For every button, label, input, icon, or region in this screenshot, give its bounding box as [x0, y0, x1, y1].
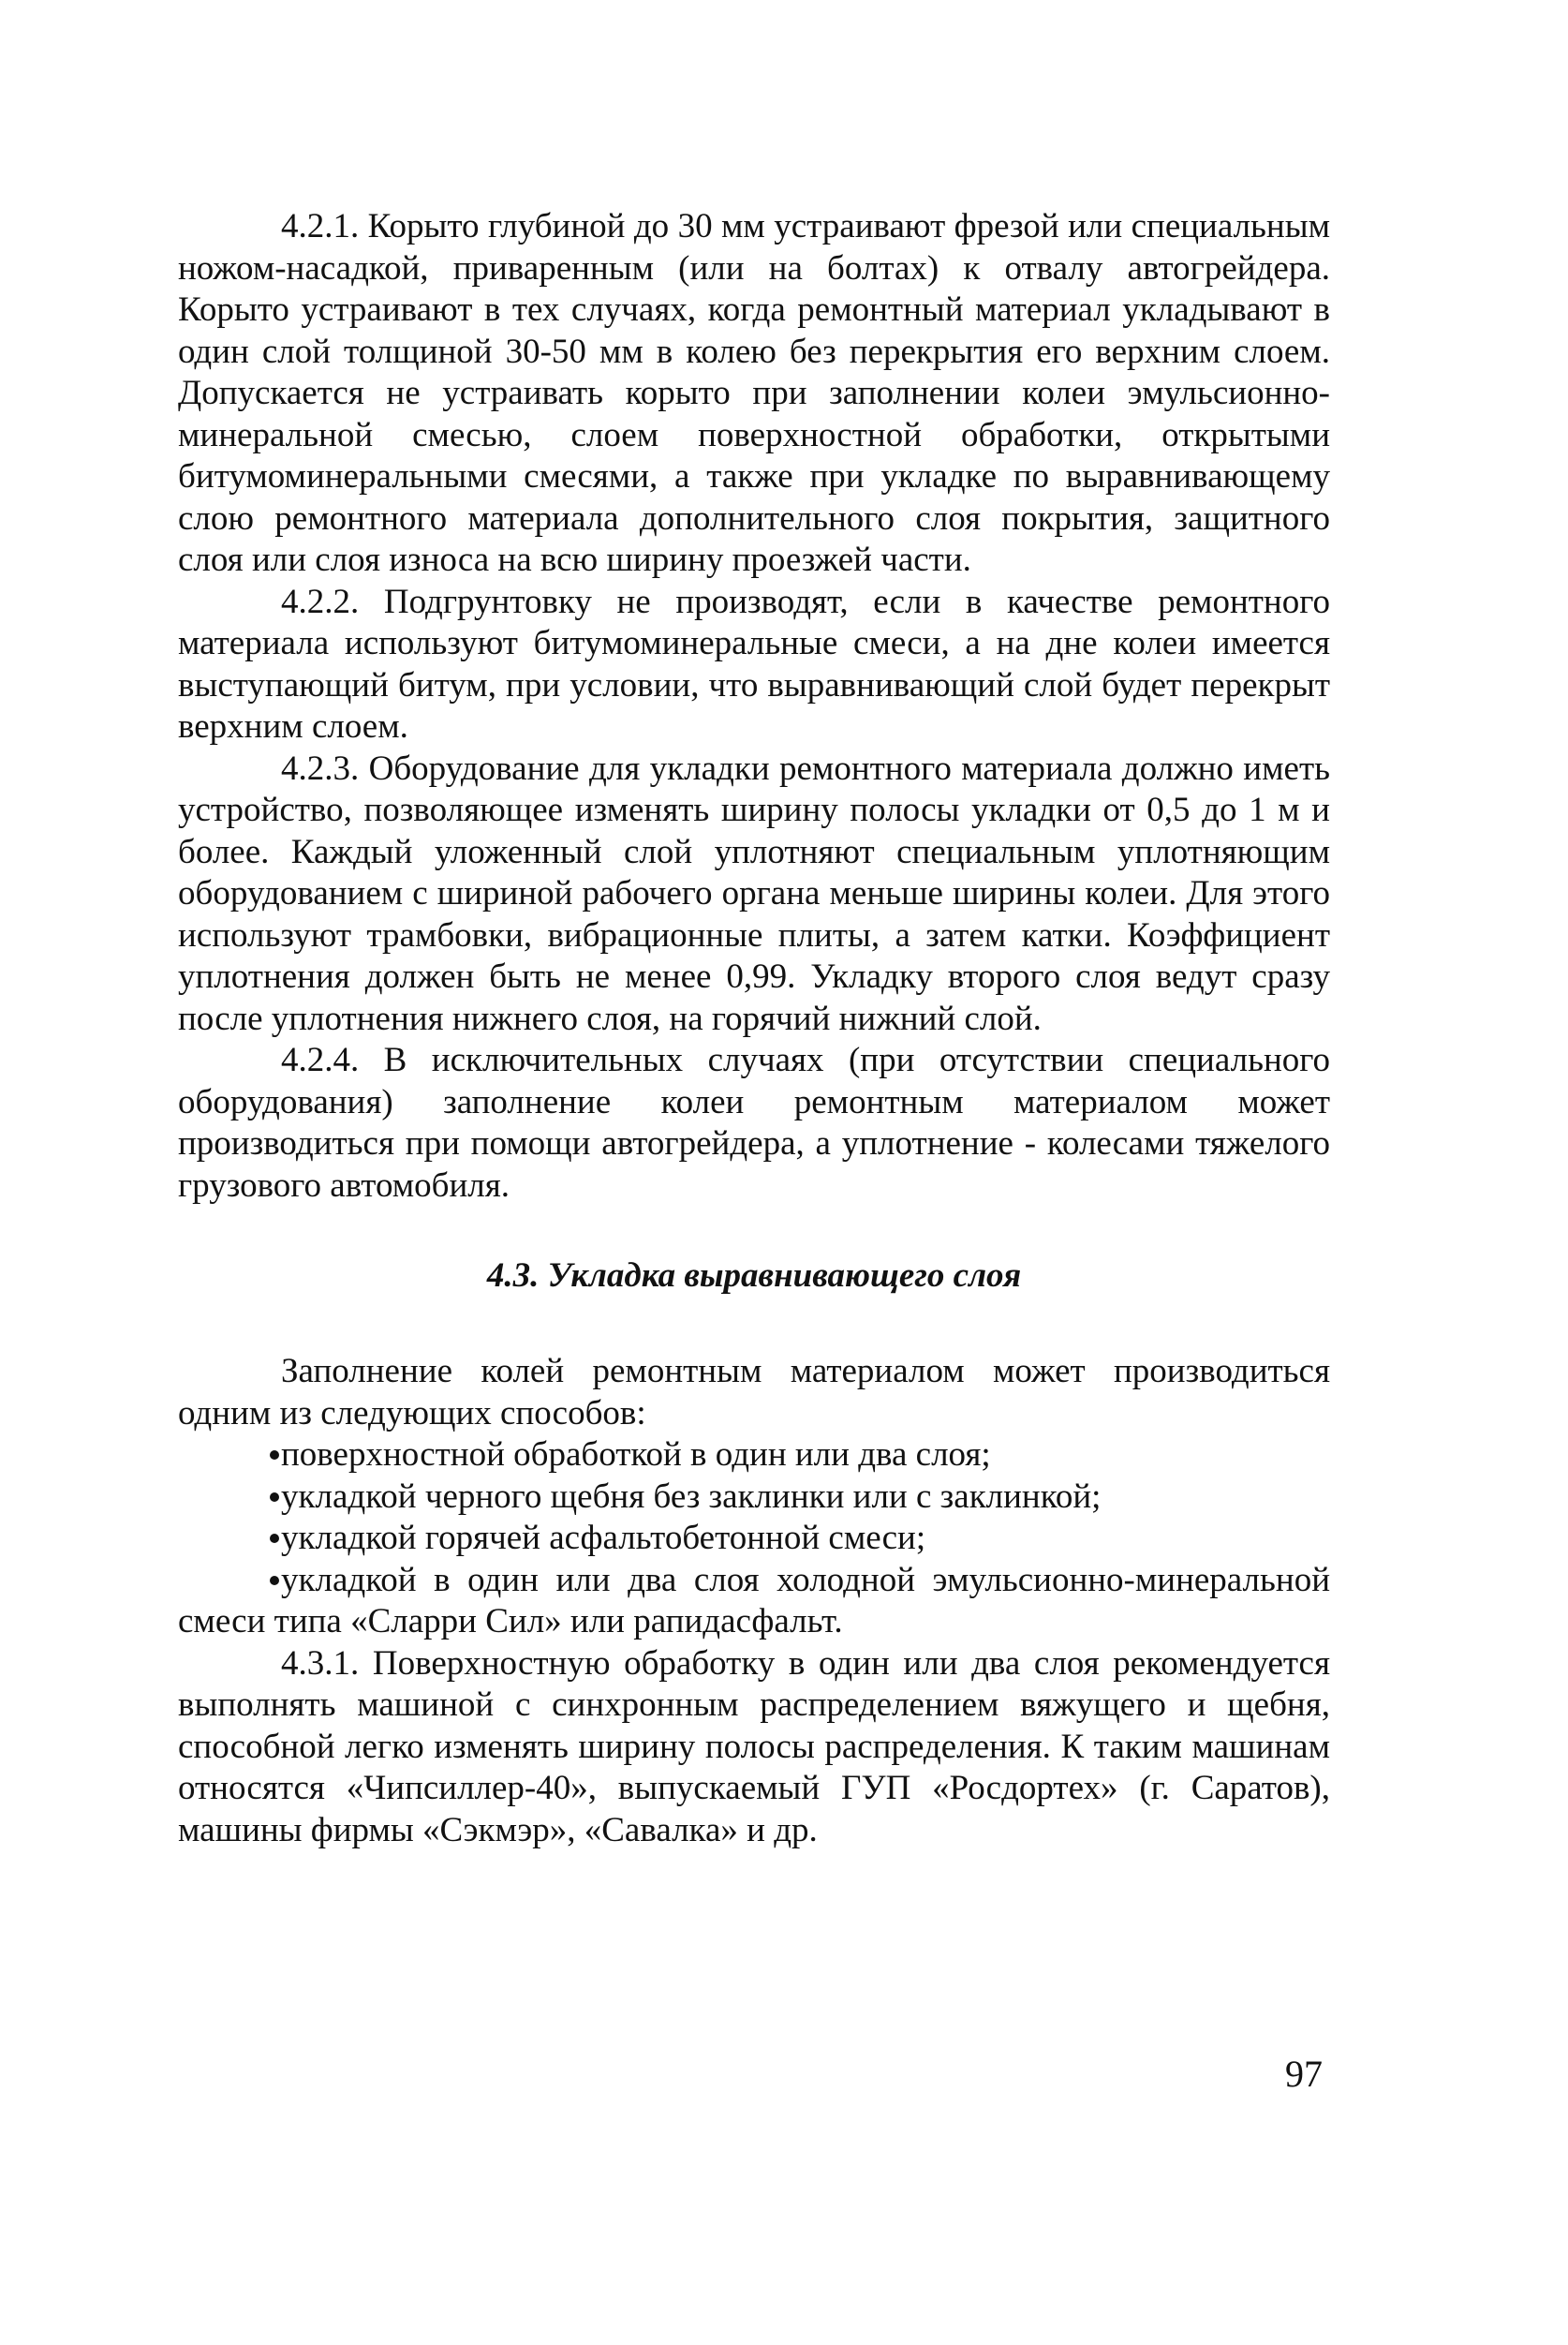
list-item [178, 1518, 1330, 1560]
list-item-text: поверхностной обработкой в один или два слоя; [281, 1435, 991, 1474]
page-body [178, 206, 1330, 1851]
paragraph-4-2-1: 4.2.1. Корыто глубиной до 30 мм устраивают фрезой или специальным ножом-насадкой, приваренным (или на болтах) к отвалу автогрейдера. Корыто устраивают в тех случаях, когда ремонтный материал укладывают в один слой толщиной 30-50 мм в колею без перекрытия его верхним слоем. Допускается не устраивать корыто при заполнении колеи эмульсионно-минеральной смесью, слоем поверхностной обработки, открытыми битумоминеральными смесями, а также при укладке по выравнивающему слою ремонтного материала дополнительного слоя покрытия, защитного слоя или слоя износа на всю ширину проезжей части. [178, 207, 1330, 579]
paragraph-4-3-1: 4.3.1. Поверхностную обработку в один или два слоя рекомендуется выполнять машиной с синхронным распределением вяжущего и щебня, способной легко изменять ширину полосы распределения. К таким машинам относятся «Чипсиллер-40», выпускаемый ГУП «Росдортех» (г. Саратов), машины фирмы «Сэкмэр», «Савалка» и др. [178, 1643, 1330, 1849]
methods-list [178, 1434, 1330, 1643]
list-item [178, 1434, 1330, 1477]
list-item-text: укладкой горячей асфальтобетонной смеси; [281, 1519, 926, 1557]
paragraph-4-2-3: 4.2.3. Оборудование для укладки ремонтного материала должно иметь устройство, позволяющее изменять ширину полосы укладки от 0,5 до 1 м и более. Каждый уложенный слой уплотняют специальным уплотняющим оборудованием с шириной рабочего органа меньше ширины колеи. Для этого используют трамбовки, вибрационные плиты, а затем катки. Коэффициент уплотнения должен быть не менее 0,99. Укладку второго слоя ведут сразу после уплотнения нижнего слоя, на горячий нижний слой. [178, 749, 1330, 1038]
paragraph-4-2-2: 4.2.2. Подгрунтовку не производят, если в качестве ремонтного материала используют битумоминеральные смеси, а на дне колеи имеется выступающий битум, при условии, что выравнивающий слой будет перекрыт верхним слоем. [178, 582, 1330, 746]
intro-paragraph: Заполнение колей ремонтным материалом может производиться одним из следующих способов: [178, 1352, 1330, 1432]
list-item-text: укладкой черного щебня без заклинки или с заклинкой; [281, 1477, 1102, 1516]
section-heading-4-3: 4.3. Укладка выравнивающего слоя [486, 1256, 1022, 1295]
page-number: 97 [1285, 2053, 1323, 2095]
list-item [178, 1477, 1330, 1519]
list-item [178, 1560, 1330, 1643]
paragraph-4-2-4: 4.2.4. В исключительных случаях (при отсутствии специального оборудования) заполнение колеи ремонтным материалом может производиться при помощи автогрейдера, а уплотнение - колесами тяжелого грузового автомобиля. [178, 1041, 1330, 1205]
list-item-text: укладкой в один или два слоя холодной эмульсионно-минеральной смеси типа «Сларри Сил» или рапидасфальт. [178, 1560, 1330, 1640]
